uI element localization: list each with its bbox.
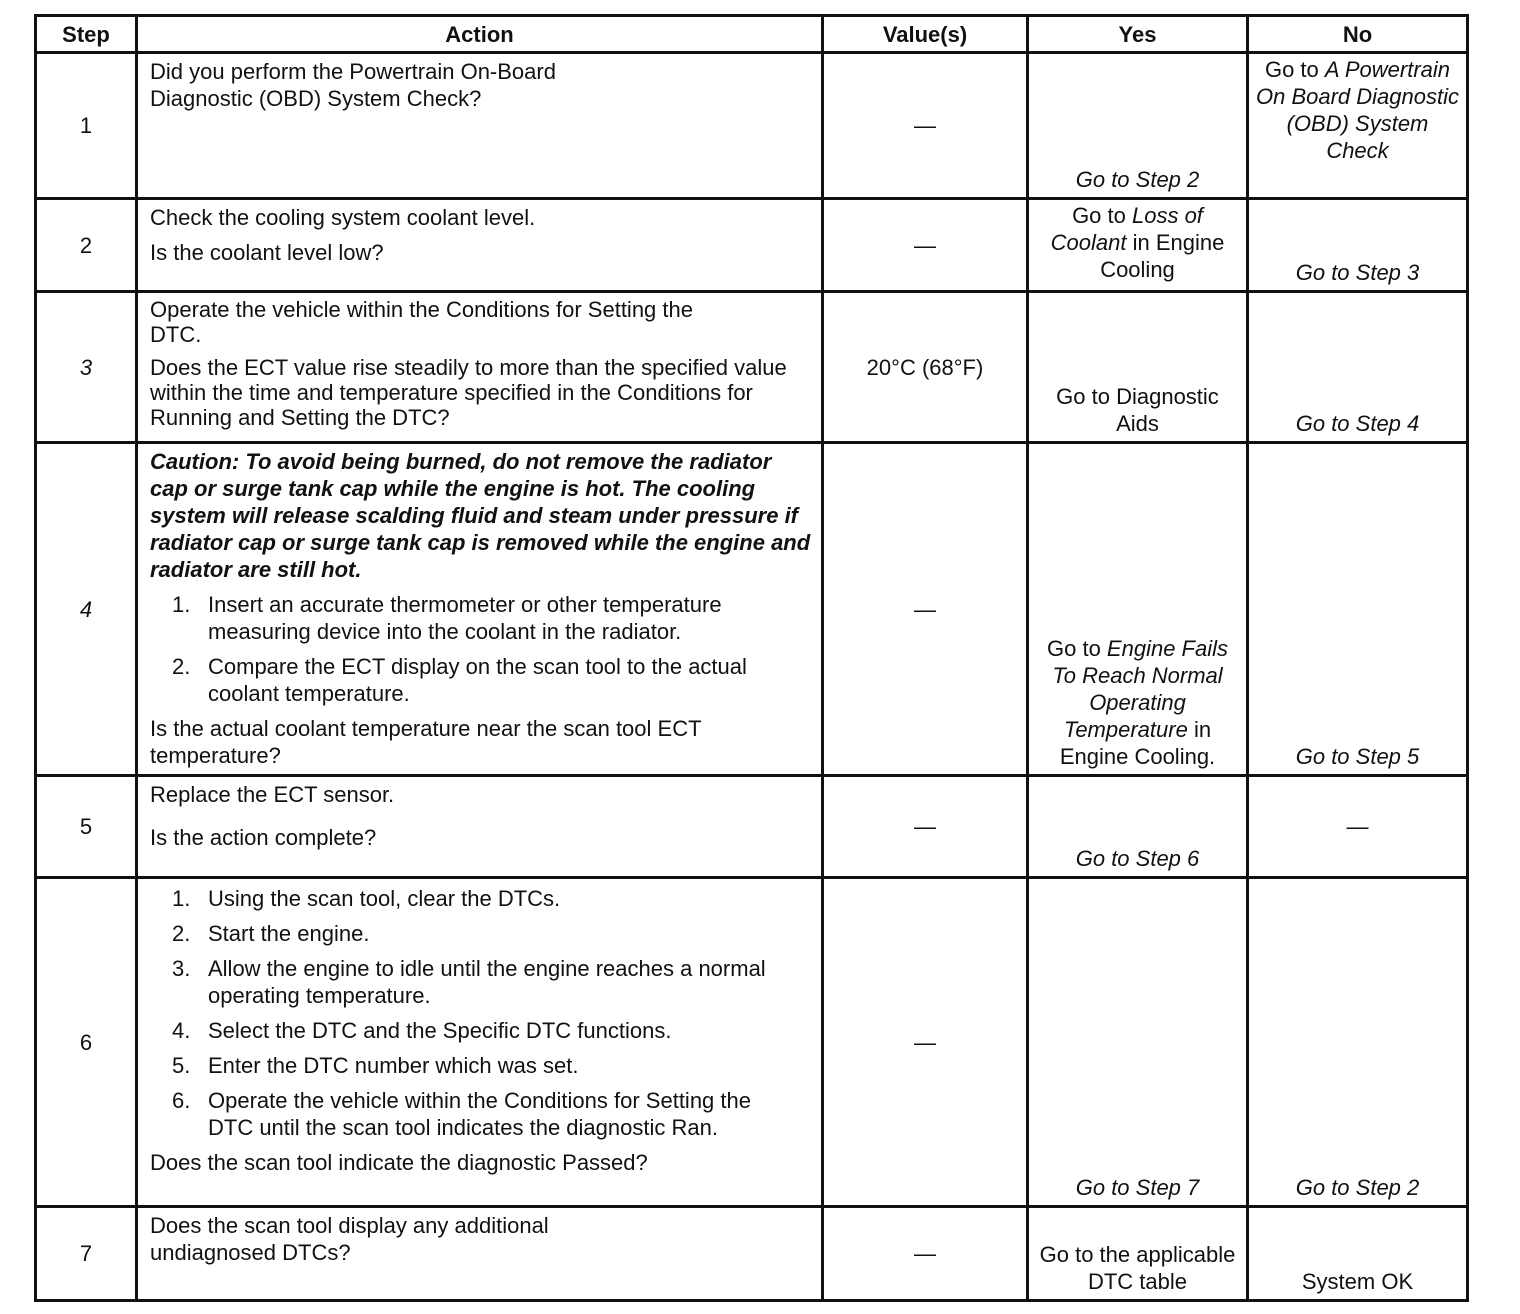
step-number: 5 bbox=[36, 776, 137, 878]
list-item: 1. Using the scan tool, clear the DTCs. bbox=[172, 886, 561, 911]
yes-suffix: in Engine Cooling. bbox=[1059, 717, 1216, 769]
action-question: Is the actual coolant temperature near the scan tool ECT temperature? bbox=[150, 716, 702, 768]
no-link[interactable]: Go to Step 3 bbox=[1295, 260, 1420, 285]
action-question: Is the coolant level low? bbox=[150, 240, 384, 265]
yes-link[interactable]: Go to Step 6 bbox=[1075, 846, 1200, 871]
yes-cell bbox=[1028, 776, 1248, 878]
action-question: Is the action complete? bbox=[150, 825, 377, 850]
action-cell bbox=[137, 1207, 823, 1301]
table-row bbox=[36, 1207, 1468, 1301]
yes-cell bbox=[1028, 53, 1248, 199]
list-item: 2. Compare the ECT display on the scan tool to the actual coolant temperature. bbox=[172, 654, 747, 706]
action-text: Check the cooling system coolant level. bbox=[150, 205, 536, 230]
list-item: 3. Allow the engine to idle until the engine reaches a normal operating temperature. bbox=[172, 956, 766, 1008]
value-cell: — bbox=[823, 776, 1028, 878]
yes-cell bbox=[1028, 1207, 1248, 1301]
list-item: 2. Start the engine. bbox=[172, 921, 370, 946]
step-number: 4 bbox=[36, 443, 137, 776]
value-cell: — bbox=[823, 199, 1028, 292]
no-cell bbox=[1248, 878, 1468, 1207]
no-link[interactable]: Go to Step 4 bbox=[1295, 411, 1420, 436]
step-number: 3 bbox=[36, 292, 137, 443]
value-cell: — bbox=[823, 443, 1028, 776]
list-item: 1. Insert an accurate thermometer or other temperature measuring device into the coolant in the radiator. bbox=[172, 592, 722, 644]
yes-cell bbox=[1028, 443, 1248, 776]
no-cell bbox=[1248, 1207, 1468, 1301]
table-row bbox=[36, 292, 1468, 443]
action-cell bbox=[137, 443, 823, 776]
action-text: Did you perform the Powertrain On-Board Diagnostic (OBD) System Check? bbox=[150, 59, 556, 111]
action-cell bbox=[137, 292, 823, 443]
no-result: System OK bbox=[1301, 1269, 1414, 1294]
action-question: Does the ECT value rise steadily to more than the specified value within the time and temperature specified in the Conditions for Running and Setting the DTC? bbox=[150, 355, 787, 430]
header-action: Action bbox=[137, 16, 823, 53]
action-cell bbox=[137, 53, 823, 199]
yes-cell bbox=[1028, 878, 1248, 1207]
value-cell: — bbox=[823, 878, 1028, 1207]
header-yes: Yes bbox=[1028, 16, 1248, 53]
table-row bbox=[36, 443, 1468, 776]
action-text: Does the scan tool display any additional undiagnosed DTCs? bbox=[150, 1213, 549, 1265]
header-step: Step bbox=[36, 16, 137, 53]
no-cell bbox=[1248, 53, 1468, 199]
yes-prefix: Go to bbox=[1047, 636, 1107, 661]
list-item: 5. Enter the DTC number which was set. bbox=[172, 1053, 579, 1078]
action-text: Replace the ECT sensor. bbox=[150, 782, 395, 807]
header-no: No bbox=[1248, 16, 1468, 53]
yes-link[interactable]: Engine Fails To Reach Normal Operating Temperature bbox=[1052, 636, 1228, 742]
diagnostic-table bbox=[34, 14, 1469, 1302]
value-cell: — bbox=[823, 1207, 1028, 1301]
instruction-list bbox=[150, 591, 811, 707]
list-item: 4. Select the DTC and the Specific DTC functions. bbox=[172, 1018, 672, 1043]
action-cell bbox=[137, 776, 823, 878]
step-number: 6 bbox=[36, 878, 137, 1207]
header-values: Value(s) bbox=[823, 16, 1028, 53]
no-cell: — bbox=[1248, 776, 1468, 878]
action-text: Operate the vehicle within the Conditions for Setting the DTC. bbox=[150, 297, 693, 347]
no-cell bbox=[1248, 292, 1468, 443]
value-cell: — bbox=[823, 53, 1028, 199]
no-link[interactable]: Go to Step 2 bbox=[1295, 1175, 1420, 1200]
yes-link[interactable]: Go to Step 7 bbox=[1075, 1175, 1200, 1200]
yes-link[interactable]: Go to Step 2 bbox=[1075, 167, 1200, 192]
no-link[interactable]: A Powertrain On Board Diagnostic (OBD) System Check bbox=[1256, 57, 1459, 163]
action-cell bbox=[137, 878, 823, 1207]
no-cell bbox=[1248, 199, 1468, 292]
yes-cell bbox=[1028, 199, 1248, 292]
yes-link[interactable]: Go to Diagnostic Aids bbox=[1056, 384, 1219, 436]
value-cell: 20°C (68°F) bbox=[823, 292, 1028, 443]
instruction-list bbox=[150, 885, 811, 1141]
header-row bbox=[36, 16, 1468, 53]
action-cell bbox=[137, 199, 823, 292]
no-cell bbox=[1248, 443, 1468, 776]
list-item: 6. Operate the vehicle within the Conditions for Setting the DTC until the scan tool indicates the diagnostic Ran. bbox=[172, 1088, 751, 1140]
action-question: Does the scan tool indicate the diagnostic Passed? bbox=[150, 1150, 648, 1175]
table-row bbox=[36, 199, 1468, 292]
no-prefix: Go to bbox=[1264, 57, 1325, 82]
yes-cell bbox=[1028, 292, 1248, 443]
step-number: 7 bbox=[36, 1207, 137, 1301]
table-row bbox=[36, 776, 1468, 878]
step-number: 2 bbox=[36, 199, 137, 292]
yes-link[interactable]: Go to the applicable DTC table bbox=[1039, 1242, 1236, 1294]
step-number: 1 bbox=[36, 53, 137, 199]
yes-link[interactable]: Loss of Coolant bbox=[1050, 203, 1203, 255]
table-row bbox=[36, 878, 1468, 1207]
no-link[interactable]: Go to Step 5 bbox=[1295, 744, 1420, 769]
yes-prefix: Go to bbox=[1072, 203, 1132, 228]
caution-text: Caution: To avoid being burned, do not remove the radiator cap or surge tank cap while the engine is hot. The cooling system will release scalding fluid and steam under pressure if radiator cap or surge tank cap is removed while the engine and radiator are still hot. bbox=[150, 449, 811, 582]
yes-suffix: in Engine Cooling bbox=[1100, 230, 1225, 282]
table-row bbox=[36, 53, 1468, 199]
